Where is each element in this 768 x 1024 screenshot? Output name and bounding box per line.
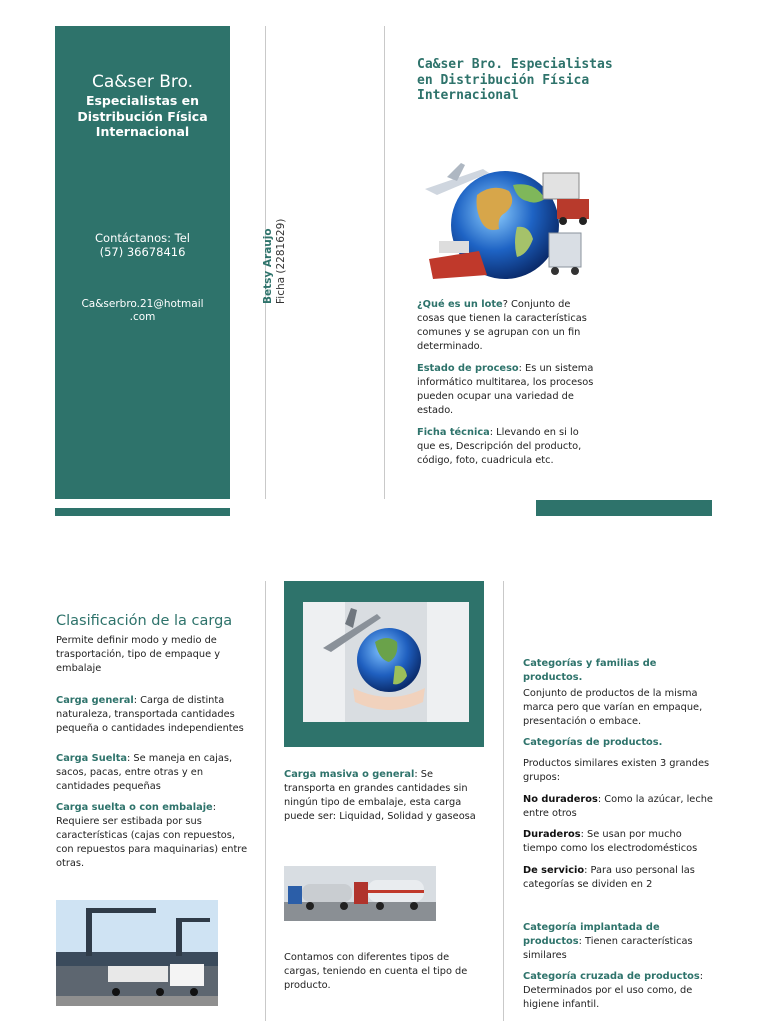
spine-text (262, 219, 288, 304)
servicio-keyword: De servicio (523, 865, 585, 876)
ficha-text: : Llevando en si lo que es, Descripción del producto, código, foto, cuadricula etc. (417, 427, 582, 466)
cover-title: Ca&ser Bro. (91, 72, 194, 92)
carga-embalaje-text: : Requiere ser estibada por sus características (cajas con repuestos, con repuestos para maquinarias) entre otras. (56, 802, 248, 869)
carga-embalaje-keyword: Carga suelta o con embalaje (56, 802, 213, 813)
estado-keyword: Estado de proceso (417, 363, 519, 374)
familias-keyword: Categorías y familias de productos. (523, 658, 657, 683)
duraderos-keyword: Duraderos (523, 829, 581, 840)
familias-text: Conjunto de productos de la misma marca pero que varían en empaque, presentación o embace. (523, 688, 703, 727)
cover-email (55, 298, 230, 324)
carga-masiva-paragraph (284, 768, 479, 824)
lote-paragraph (417, 298, 597, 354)
lote-text: ? Conjunto de cosas que tienen la características comunes y se agrupan con un fin determinado. (417, 299, 587, 352)
implantada-text: : Tienen características similares (523, 936, 693, 961)
implantada-paragraph (523, 921, 713, 963)
fold-divider-3 (265, 581, 266, 1021)
contamos-paragraph: Contamos con diferentes tipos de cargas, teniendo en cuenta el tipo de producto. (284, 952, 468, 991)
duraderos-paragraph (523, 828, 713, 856)
implantada-keyword: Categoría implantada de productos (523, 922, 660, 947)
cruzada-paragraph (523, 970, 713, 1012)
cover-contact (55, 231, 230, 259)
accent-bar-right (536, 500, 712, 516)
carga-general-paragraph (56, 694, 246, 736)
lote-keyword: ¿Qué es un lote (417, 299, 503, 310)
hands-globe-image (303, 602, 469, 722)
familias-heading (523, 657, 713, 685)
author-name: Betsy Araujo (262, 228, 274, 304)
carga-suelta-paragraph (56, 752, 246, 794)
clasificacion-intro: Permite definir modo y medio de trasportación, tipo de empaque y embalaje (56, 635, 221, 674)
cargo-ship-image (56, 900, 218, 1006)
servicio-text: : Para uso personal las categorías se dividen en 2 (523, 865, 695, 890)
accent-bar-left (55, 508, 230, 516)
fold-divider-2 (384, 26, 385, 499)
globe-logistics-image (417, 155, 592, 285)
servicio-paragraph (523, 864, 713, 892)
no-duraderos-text: : Como la azúcar, leche entre otros (523, 794, 713, 819)
email-line-2: .com (129, 311, 156, 323)
no-duraderos-keyword: No duraderos (523, 794, 598, 805)
cover-subtitle: Especialistas en Distribución Física Internacional (77, 93, 208, 139)
categorias-text: Productos similares existen 3 grandes grupos: (523, 758, 710, 783)
no-duraderos-paragraph (523, 793, 713, 821)
tanker-truck-image (284, 866, 436, 921)
carga-embalaje-paragraph (56, 801, 251, 871)
contact-phone: (57) 36678416 (99, 245, 186, 259)
cruzada-text: : Determinados por el uso como, de higiene infantil. (523, 971, 704, 1010)
carga-masiva-text: : Se transporta en grandes cantidades sin ningún tipo de embalaje, esta carga puede ser: Liquidad, Solidad y gaseosa (284, 769, 476, 822)
cover-panel (55, 26, 230, 499)
categorias-keyword: Categorías de productos. (523, 737, 663, 748)
carga-suelta-keyword: Carga Suelta (56, 753, 127, 764)
categorias-heading (523, 736, 713, 750)
carga-general-keyword: Carga general (56, 695, 134, 706)
contact-label: Contáctanos: Tel (95, 231, 190, 245)
ficha-paragraph (417, 426, 597, 468)
carga-general-text: : Carga de distinta naturaleza, transportada cantidades pequeña o cantidades independientes (56, 695, 244, 734)
cruzada-keyword: Categoría cruzada de productos (523, 971, 700, 982)
right-panel-title: Ca&ser Bro. Especialistas en Distribución Física Internacional (417, 57, 613, 103)
clasificacion-title: Clasificación de la carga (56, 613, 233, 629)
carga-suelta-text: : Se maneja en cajas, sacos, pacas, entre otras y en cantidades pequeñas (56, 753, 233, 792)
email-line-1: Ca&serbro.21@hotmail (81, 298, 204, 310)
estado-paragraph (417, 362, 597, 418)
carga-masiva-keyword: Carga masiva o general (284, 769, 415, 780)
author-ficha: Ficha (2281629) (275, 218, 287, 304)
ficha-keyword: Ficha técnica (417, 427, 490, 438)
fold-divider-4 (503, 581, 504, 1021)
estado-text: : Es un sistema informático multitarea, los procesos pueden ocupar una variedad de estado. (417, 363, 594, 416)
duraderos-text: : Se usan por mucho tiempo como los electrodomésticos (523, 829, 698, 854)
